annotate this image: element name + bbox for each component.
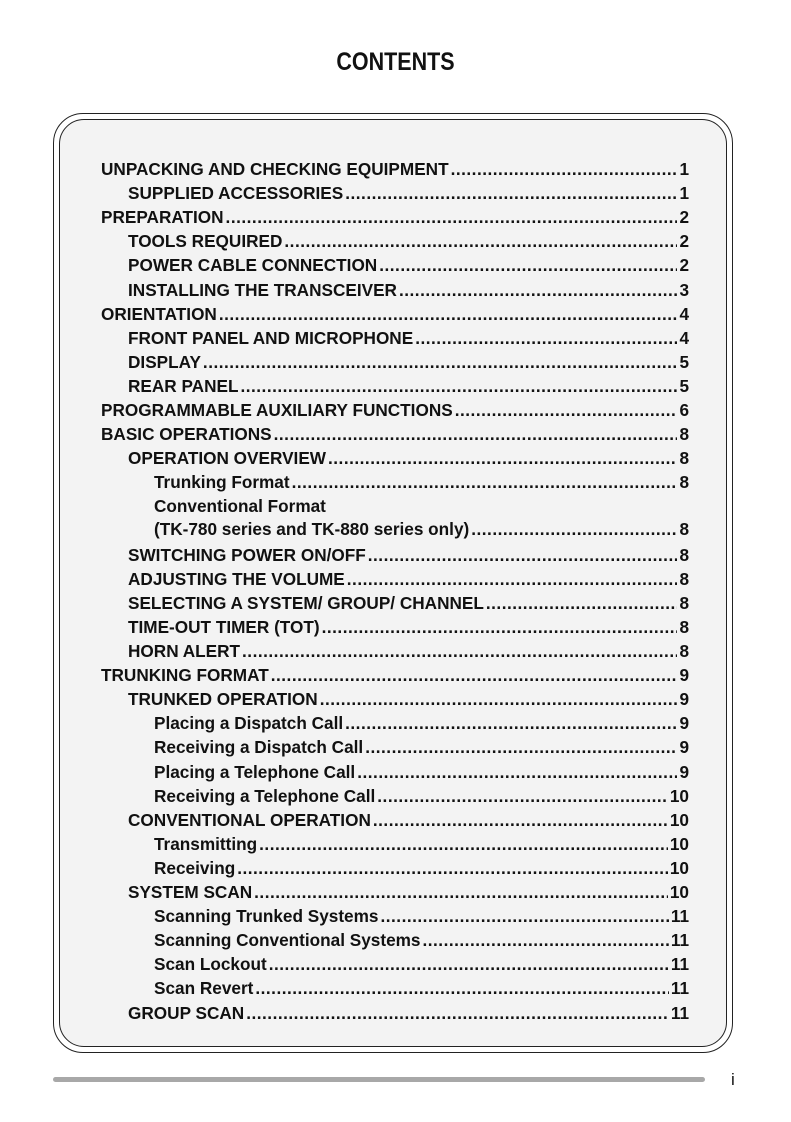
toc-entry-line bbox=[154, 977, 689, 999]
dot-leader bbox=[237, 857, 668, 879]
toc-entry-title: Scanning Conventional Systems bbox=[154, 930, 421, 951]
toc-entry-line bbox=[128, 351, 689, 373]
toc-entry-title: INSTALLING THE TRANSCEIVER bbox=[128, 279, 397, 300]
toc-entry-title: REAR PANEL bbox=[128, 375, 239, 396]
toc-entry-page: 9 bbox=[679, 665, 689, 686]
toc-entry-title: PROGRAMMABLE AUXILIARY FUNCTIONS bbox=[101, 400, 453, 420]
toc-entry-page: 11 bbox=[670, 978, 689, 999]
toc-entry-line bbox=[101, 303, 689, 325]
toc-entry-page: 6 bbox=[679, 400, 689, 420]
toc-entry-page: 4 bbox=[679, 327, 689, 348]
dot-leader bbox=[271, 664, 678, 686]
toc-entry-title: Scan Revert bbox=[154, 978, 254, 999]
toc-entry-page: 8 bbox=[679, 592, 689, 613]
dot-leader bbox=[219, 303, 678, 325]
page-number: i bbox=[731, 1070, 735, 1089]
dot-leader bbox=[246, 1002, 669, 1024]
dot-leader bbox=[379, 254, 677, 276]
toc-entry-title: Scan Lockout bbox=[154, 954, 267, 975]
dot-leader bbox=[451, 158, 678, 180]
dot-leader bbox=[455, 399, 678, 421]
toc-entry-title: CONVENTIONAL OPERATION bbox=[128, 809, 371, 830]
dot-leader bbox=[322, 616, 678, 638]
toc-entry-line bbox=[154, 785, 689, 807]
toc-entry-line bbox=[154, 518, 689, 540]
page-title: CONTENTS bbox=[336, 48, 455, 76]
toc-entry-page: 9 bbox=[679, 737, 689, 758]
toc-entry-title: TIME-OUT TIMER (TOT) bbox=[128, 616, 320, 637]
toc-entry-title: Placing a Telephone Call bbox=[154, 761, 356, 782]
toc-entry-page: 8 bbox=[679, 544, 689, 565]
toc-entry-page: 1 bbox=[679, 159, 689, 179]
toc-entry-line bbox=[101, 158, 689, 180]
toc-entry-title: HORN ALERT bbox=[128, 641, 241, 661]
toc-entry-title: OPERATION OVERVIEW bbox=[128, 448, 326, 469]
toc-entry-page: 10 bbox=[669, 785, 689, 806]
toc-entry-line bbox=[128, 1002, 689, 1024]
dot-leader bbox=[347, 568, 678, 590]
toc-entry-line bbox=[128, 592, 689, 614]
dot-leader bbox=[471, 518, 677, 540]
toc-entry-page: 2 bbox=[679, 231, 689, 252]
dot-leader bbox=[380, 905, 668, 927]
toc-entry-line bbox=[101, 206, 689, 228]
dot-leader bbox=[345, 182, 677, 204]
toc-entry-page: 11 bbox=[670, 954, 689, 975]
dot-leader bbox=[274, 423, 678, 445]
toc-entry-page: 9 bbox=[679, 713, 689, 734]
toc-entry-line bbox=[128, 809, 689, 831]
toc-entry-title: Scanning Trunked Systems bbox=[154, 906, 379, 927]
dot-leader bbox=[203, 351, 678, 373]
toc-entry-page: 10 bbox=[669, 882, 689, 902]
toc-entry-page: 4 bbox=[679, 303, 689, 324]
dot-leader bbox=[254, 881, 668, 903]
toc-entry-line bbox=[128, 447, 689, 469]
dot-leader bbox=[292, 471, 678, 493]
toc-entry-title: Transmitting bbox=[154, 833, 258, 854]
toc-entry-title: Receiving bbox=[154, 857, 236, 878]
dot-leader bbox=[365, 736, 677, 758]
toc-entry-line bbox=[154, 736, 689, 758]
dot-leader bbox=[226, 206, 678, 228]
dot-leader bbox=[255, 977, 668, 999]
toc-entry-line bbox=[128, 254, 689, 276]
dot-leader bbox=[357, 761, 677, 783]
toc-entry-page: 8 bbox=[679, 616, 689, 637]
toc-entry-page: 5 bbox=[679, 351, 689, 372]
toc-entry-line bbox=[128, 881, 689, 903]
toc-entry-line bbox=[154, 953, 689, 975]
toc-entry-line bbox=[128, 616, 689, 638]
dot-leader bbox=[259, 833, 668, 855]
toc-entry-line bbox=[128, 182, 689, 204]
toc-entry-line bbox=[101, 664, 689, 686]
toc-entry-title: POWER CABLE CONNECTION bbox=[128, 255, 378, 276]
toc-entry-line bbox=[128, 327, 689, 349]
toc-entry-title: Receiving a Telephone Call bbox=[154, 785, 376, 806]
toc-entry-page: 5 bbox=[679, 375, 689, 396]
toc-entry-page: 2 bbox=[679, 255, 689, 276]
toc-entry-line bbox=[128, 640, 689, 662]
dot-leader bbox=[399, 279, 677, 301]
footer-rule bbox=[53, 1077, 705, 1082]
toc-entry-page: 11 bbox=[670, 1002, 689, 1023]
toc-entry-line bbox=[128, 230, 689, 252]
toc-entry-title: Receiving a Dispatch Call bbox=[154, 737, 364, 758]
toc-entry-title: TRUNKING FORMAT bbox=[101, 665, 269, 686]
toc-entry-page: 8 bbox=[679, 472, 689, 493]
toc-entry-line bbox=[128, 375, 689, 397]
toc-entry-page: 10 bbox=[669, 809, 689, 830]
toc-entry-title: Conventional Format bbox=[154, 496, 326, 517]
toc-entry-line bbox=[128, 544, 689, 566]
toc-entry-title: GROUP SCAN bbox=[128, 1002, 245, 1023]
toc-entry-page: 9 bbox=[679, 689, 689, 710]
toc-entry-page: 2 bbox=[679, 207, 689, 228]
dot-leader bbox=[415, 327, 677, 349]
dot-leader bbox=[269, 953, 669, 975]
toc-entry-title: SYSTEM SCAN bbox=[128, 882, 253, 902]
toc-entry-title: DISPLAY bbox=[128, 351, 201, 372]
toc-entry-title: Trunking Format bbox=[154, 472, 290, 493]
toc-entry-line bbox=[154, 471, 689, 493]
toc-entry-title: FRONT PANEL AND MICROPHONE bbox=[128, 327, 414, 348]
toc-entry-page: 1 bbox=[679, 183, 689, 204]
toc-entry-page: 10 bbox=[669, 857, 689, 878]
dot-leader bbox=[320, 688, 678, 710]
toc-entry-page: 3 bbox=[679, 279, 689, 300]
toc-entry-title: Placing a Dispatch Call bbox=[154, 713, 344, 734]
dot-leader bbox=[368, 544, 678, 566]
toc-entry-page: 8 bbox=[679, 641, 689, 661]
toc-entry-line bbox=[101, 399, 689, 421]
toc-entry-page: 10 bbox=[669, 833, 689, 854]
toc-entry-line bbox=[154, 905, 689, 927]
toc-entry-title: TOOLS REQUIRED bbox=[128, 231, 283, 252]
toc-entry-page: 9 bbox=[679, 761, 689, 782]
toc-entry-page: 8 bbox=[679, 568, 689, 589]
toc-entry-page: 11 bbox=[670, 930, 689, 951]
toc-entry-page: 8 bbox=[679, 448, 689, 469]
toc-entry-line bbox=[154, 833, 689, 855]
toc-entry-title: UNPACKING AND CHECKING EQUIPMENT bbox=[101, 159, 449, 179]
toc-entry-line bbox=[128, 279, 689, 301]
toc-entry-line bbox=[154, 857, 689, 879]
dot-leader bbox=[422, 929, 668, 951]
toc-entry-line bbox=[101, 423, 689, 445]
toc-entry-title: SUPPLIED ACCESSORIES bbox=[128, 183, 344, 204]
dot-leader bbox=[486, 592, 678, 614]
toc-entry-line bbox=[128, 688, 689, 710]
toc-entry-page: 8 bbox=[679, 424, 689, 445]
dot-leader bbox=[373, 809, 668, 831]
toc-entry-title: SELECTING A SYSTEM/ GROUP/ CHANNEL bbox=[128, 592, 484, 613]
toc-entry-line bbox=[154, 929, 689, 951]
toc-entry-title: BASIC OPERATIONS bbox=[101, 424, 272, 445]
toc-entry-title: ORIENTATION bbox=[101, 303, 217, 324]
toc-entry-title: SWITCHING POWER ON/OFF bbox=[128, 544, 366, 565]
toc-entry-page: 11 bbox=[670, 906, 689, 927]
toc-entry-title: ADJUSTING THE VOLUME bbox=[128, 568, 345, 589]
toc-entry-title: TRUNKED OPERATION bbox=[128, 689, 318, 710]
toc-entry-line bbox=[154, 761, 689, 783]
toc-entry-title: PREPARATION bbox=[101, 207, 224, 228]
toc-entry-title-continued: (TK-780 series and TK-880 series only) bbox=[154, 518, 470, 539]
dot-leader bbox=[284, 230, 677, 252]
dot-leader bbox=[345, 712, 677, 734]
toc-entry-line bbox=[154, 712, 689, 734]
toc-entry-page: 8 bbox=[679, 518, 689, 539]
dot-leader bbox=[242, 640, 677, 662]
dot-leader bbox=[377, 785, 668, 807]
dot-leader bbox=[328, 447, 677, 469]
toc-entry-line bbox=[128, 568, 689, 590]
dot-leader bbox=[240, 375, 677, 397]
